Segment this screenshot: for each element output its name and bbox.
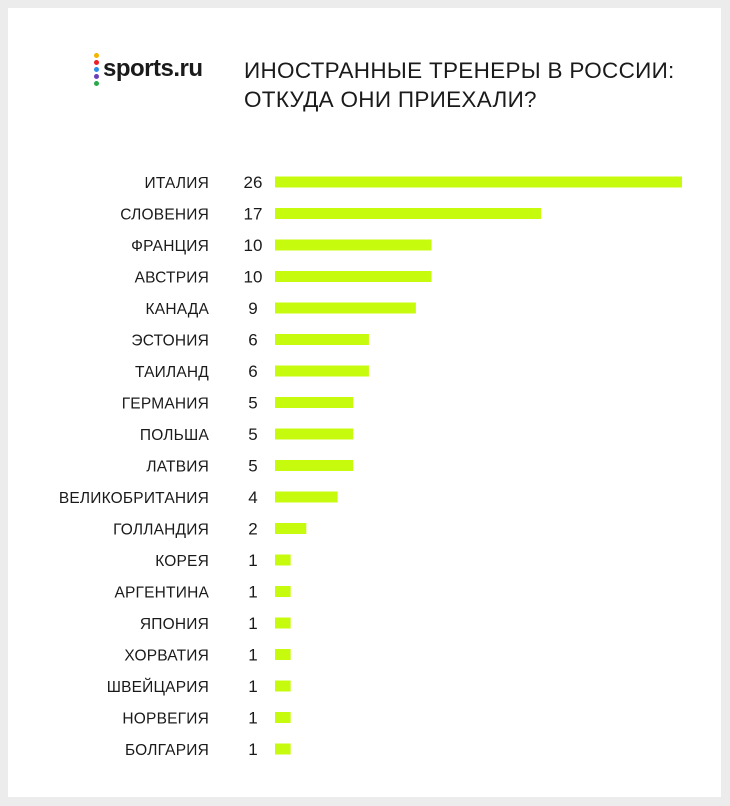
bar bbox=[275, 334, 369, 345]
category-label: ЭСТОНИЯ bbox=[131, 332, 209, 350]
category-label: ФРАНЦИЯ bbox=[131, 238, 209, 255]
category-label: ШВЕЙЦАРИЯ bbox=[106, 679, 209, 696]
value-label: 10 bbox=[243, 236, 263, 255]
category-label: КОРЕЯ bbox=[155, 553, 209, 570]
value-label: 1 bbox=[248, 551, 258, 570]
value-label: 1 bbox=[248, 677, 258, 696]
value-label: 5 bbox=[248, 456, 258, 476]
value-label: 1 bbox=[248, 708, 258, 728]
category-label: ГЕРМАНИЯ bbox=[121, 395, 209, 413]
value-label: 1 bbox=[248, 645, 258, 665]
category-label: АВСТРИЯ bbox=[134, 269, 209, 287]
value-label: 17 bbox=[243, 204, 263, 224]
value-label: 10 bbox=[243, 267, 263, 287]
logo-text: sports.ru bbox=[103, 55, 203, 82]
category-label: ХОРВАТИЯ bbox=[124, 647, 209, 665]
category-label: ТАИЛАНД bbox=[134, 364, 209, 381]
bar bbox=[275, 271, 432, 282]
category-label: НОРВЕГИЯ bbox=[122, 710, 209, 728]
category-label: КАНАДА bbox=[145, 301, 209, 318]
value-label: 26 bbox=[243, 173, 263, 192]
category-label: ИТАЛИЯ bbox=[144, 175, 209, 192]
bar bbox=[275, 303, 416, 314]
bar bbox=[275, 366, 369, 377]
bar bbox=[275, 523, 306, 534]
category-label: ЛАТВИЯ bbox=[146, 458, 209, 476]
value-label: 1 bbox=[248, 614, 258, 633]
category-label: БОЛГАРИЯ bbox=[124, 742, 209, 759]
bar bbox=[275, 492, 338, 503]
chart-title-line-2: ОТКУДА ОНИ ПРИЕХАЛИ? bbox=[244, 87, 537, 112]
bar bbox=[275, 240, 432, 251]
value-label: 2 bbox=[248, 519, 258, 539]
category-label: АРГЕНТИНА bbox=[114, 584, 209, 602]
value-label: 4 bbox=[248, 488, 258, 507]
bar bbox=[275, 177, 682, 188]
value-label: 6 bbox=[248, 330, 258, 350]
bar bbox=[275, 712, 291, 723]
bar bbox=[275, 618, 291, 629]
value-label: 5 bbox=[248, 425, 258, 444]
category-label: ВЕЛИКОБРИТАНИЯ bbox=[58, 490, 209, 507]
category-label: СЛОВЕНИЯ bbox=[120, 206, 209, 224]
bar bbox=[275, 555, 291, 566]
chart-title-line-1: ИНОСТРАННЫЕ ТРЕНЕРЫ В РОССИИ: bbox=[244, 58, 675, 83]
category-label: ЯПОНИЯ bbox=[139, 616, 209, 633]
value-label: 6 bbox=[248, 362, 258, 381]
value-label: 1 bbox=[248, 740, 258, 759]
bar bbox=[275, 744, 291, 755]
bar bbox=[275, 586, 291, 597]
bar bbox=[275, 649, 291, 660]
bar bbox=[275, 460, 353, 471]
bar bbox=[275, 681, 291, 692]
bar bbox=[275, 429, 353, 440]
value-label: 9 bbox=[248, 299, 258, 318]
value-label: 5 bbox=[248, 393, 258, 413]
bar bbox=[275, 208, 541, 219]
category-label: ГОЛЛАНДИЯ bbox=[113, 521, 209, 539]
category-label: ПОЛЬША bbox=[139, 427, 209, 444]
value-label: 1 bbox=[248, 582, 258, 602]
bar bbox=[275, 397, 353, 408]
